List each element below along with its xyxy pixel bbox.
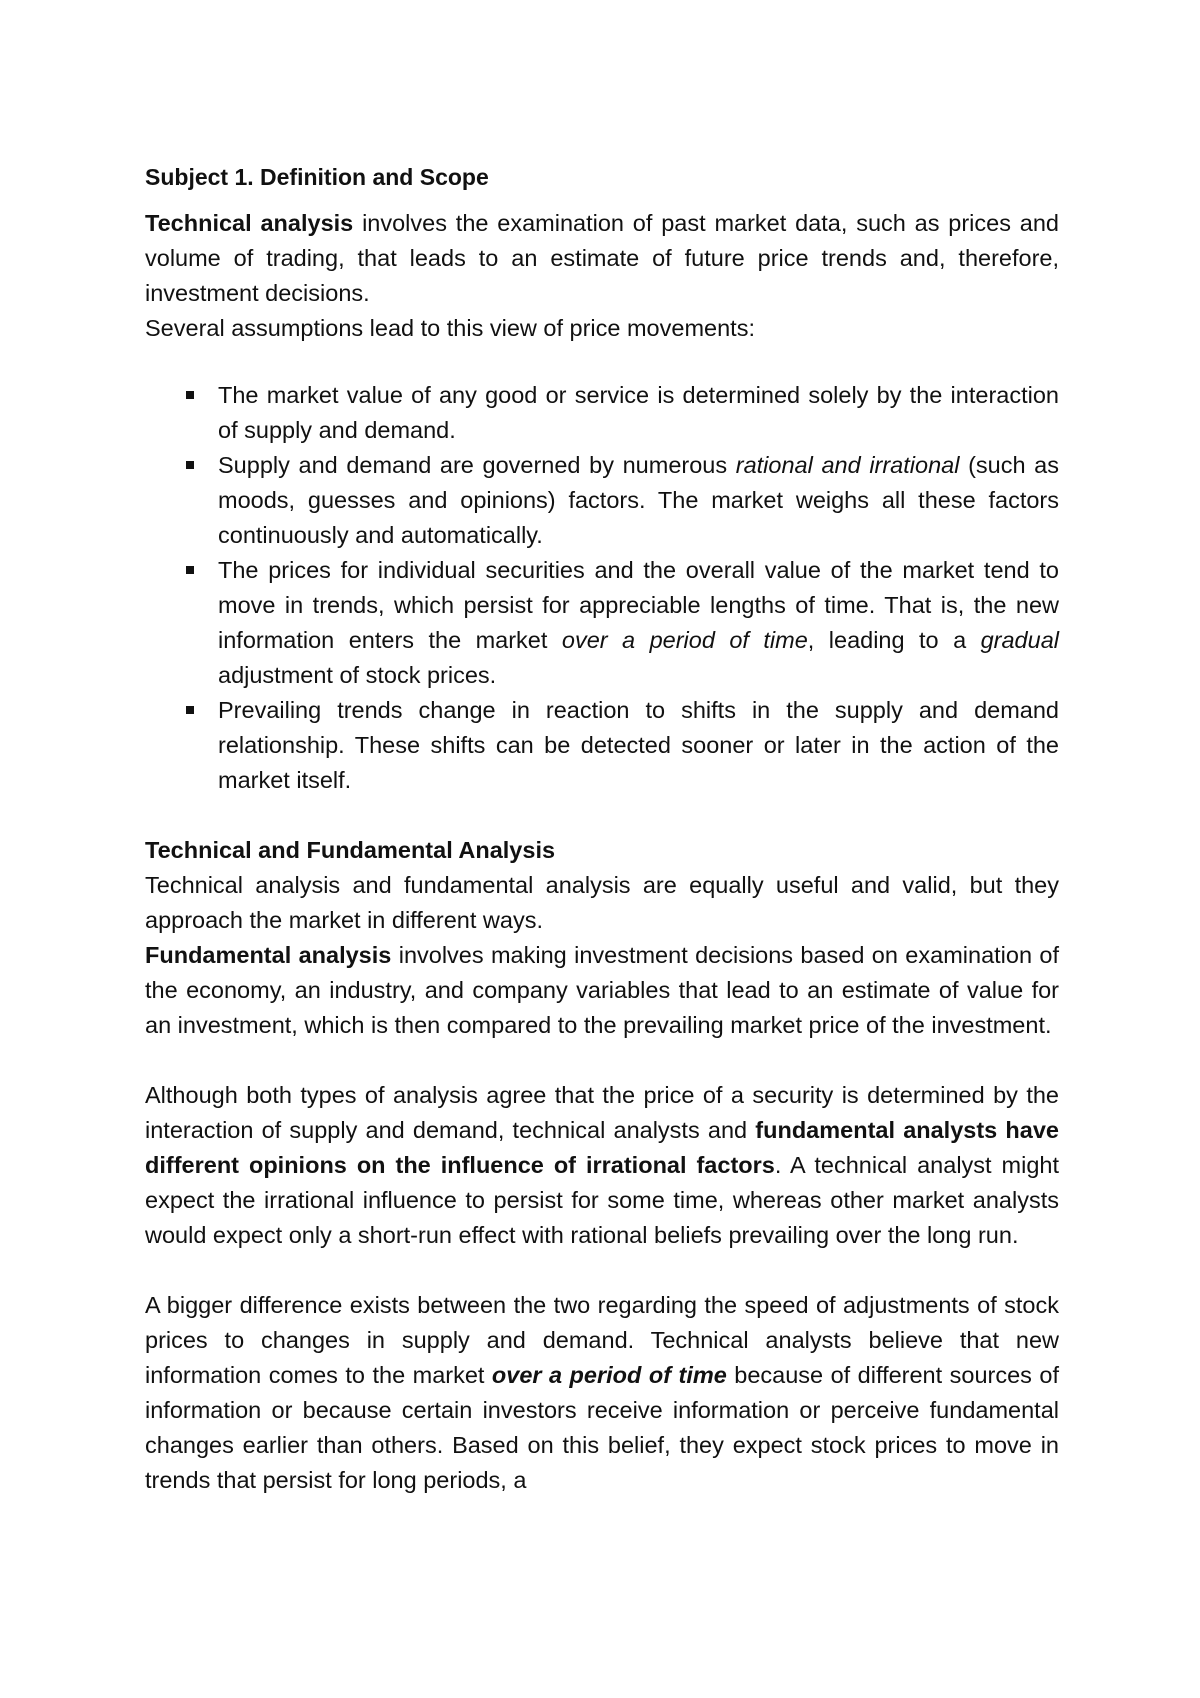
bigger-bold-italic: over a period of time [491,1362,727,1388]
subject-heading: Subject 1. Definition and Scope [145,164,489,190]
bullet-4-text: Prevailing trends change in reaction to shifts in the supply and demand relationship. These shifts can be detected sooner or later in the action of the market itself. [218,697,1059,793]
bigger-after: because of different sources of information or because certain investors receive information or perceive fundamental changes earlier than others. Based on this belief, they expect stock prices to move in trends that persist for long periods, a [145,1362,1059,1493]
fundamental-term: Fundamental analysis [145,942,392,968]
document-page [145,160,1059,1498]
although-before: Although both types of analysis agree that the price of a security is determined by the interaction of supply and demand, technical analysts and [145,1082,1059,1143]
section-heading: Technical and Fundamental Analysis [145,837,556,863]
list-item [145,553,1059,693]
assumptions-lead: Several assumptions lead to this view of price movements: [145,315,755,341]
bullet-3-part2: , leading to a [807,627,981,653]
although-paragraph [145,1078,1059,1253]
intro-text: involves the examination of past market data, such as prices and volume of trading, that leads to an estimate of future price trends and, therefore, investment decisions. [145,210,1060,306]
comparison-paragraph: Technical analysis and fundamental analysis are equally useful and valid, but they approach the market in different ways. [145,872,1059,933]
list-item [145,378,1059,448]
bullet-3-italic2: gradual [980,627,1059,653]
fundamental-paragraph [145,938,1059,1043]
square-bullet-icon [186,391,194,399]
square-bullet-icon [186,706,194,714]
bigger-difference-paragraph [145,1288,1059,1498]
fundamental-text: involves making investment decisions based on examination of the economy, an industry, and company variables that lead to an estimate of value for an investment, which is then compared to the prevailing market price of the investment. [145,942,1059,1038]
assumptions-list [145,378,1059,798]
bullet-2-after: (such as moods, guesses and opinions) factors. The market weighs all these factors continuously and automatically. [218,452,1060,548]
bullet-2-italic: rational and irrational [735,452,960,478]
bullet-3-italic1: over a period of time [561,627,808,653]
bullet-1-text: The market value of any good or service is determined solely by the interaction of supply and demand. [218,382,1059,443]
bigger-bold-italic-wrapper [492,1362,727,1388]
intro-paragraph [145,206,1059,311]
list-item [145,693,1059,798]
bullet-3-part1: The prices for individual securities and the overall value of the market tend to move in trends, which persist for appreciable lengths of time. That is, the new information enters the market [218,557,1059,653]
square-bullet-icon [186,461,194,469]
list-item [145,448,1059,553]
bullet-3-part3: adjustment of stock prices. [218,662,497,688]
square-bullet-icon [186,566,194,574]
intro-term: Technical analysis [145,210,354,236]
bullet-2-before: Supply and demand are governed by numerous [218,452,736,478]
although-bold: fundamental analysts have different opinions on the influence of irrational factors [145,1117,1059,1178]
although-after: . A technical analyst might expect the irrational influence to persist for some time, whereas other market analysts would expect only a short-run effect with rational beliefs prevailing over the long run. [145,1152,1059,1248]
bigger-before: A bigger difference exists between the two regarding the speed of adjustments of stock prices to changes in supply and demand. Technical analysts believe that new information comes to the market [145,1292,1059,1388]
